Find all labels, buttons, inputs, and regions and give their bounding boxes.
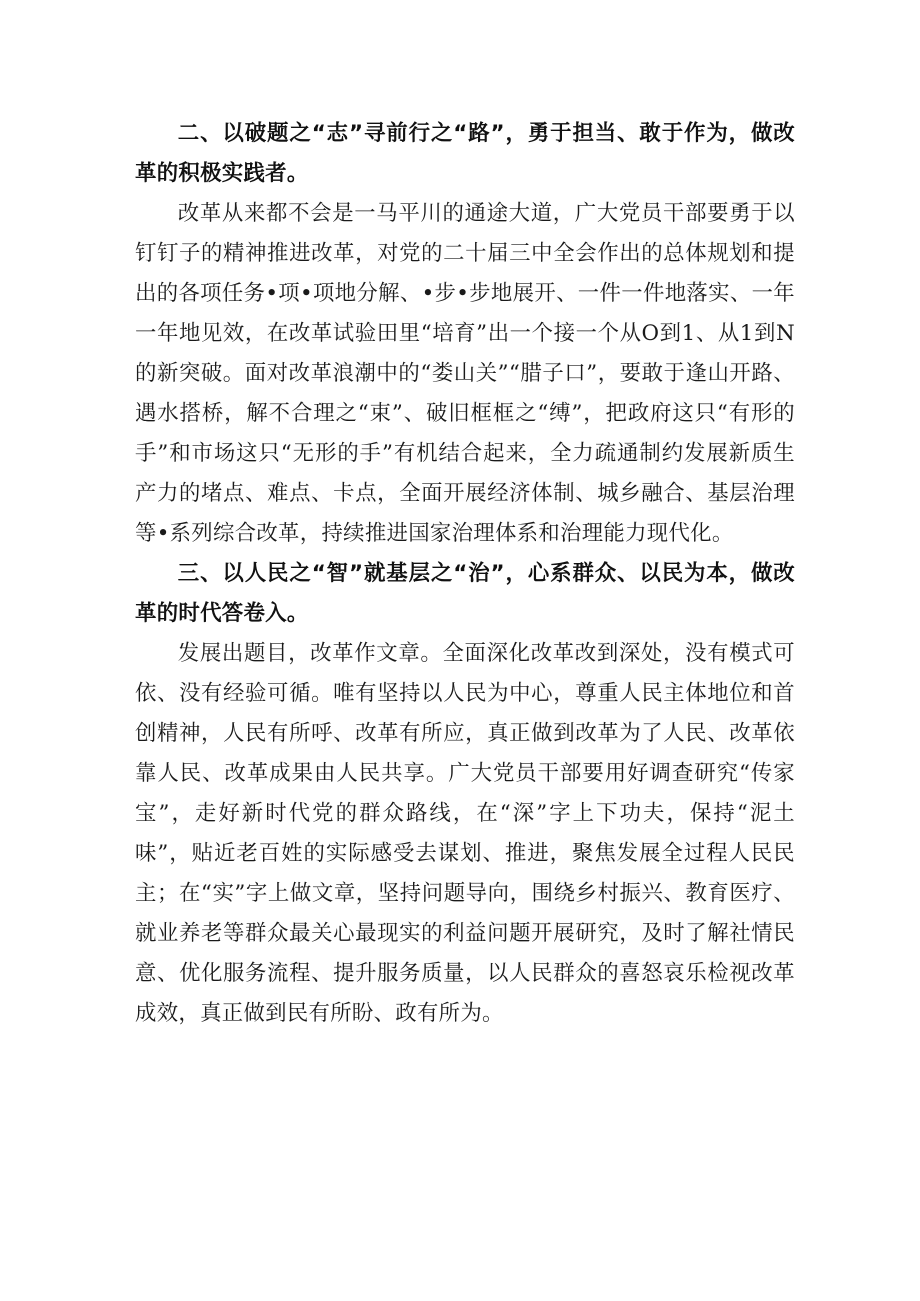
section-2-paragraph: 改革从来都不会是一马平川的通途大道，广大党员干部要勇于以钉钉子的精神推进改革，对党的二十届三中全会作出的总体规划和提出的各项任务•项•项地分解、•步•步地展开、一件一件地落实、一年一年地见效，在改革试验田里“培育”出一个接一个从O到1、从1到N的新突破。面对改革浪潮中的“娄山关”“腊子口”，要敢于逢山开路、遇水搭桥，解不合理之“束”、破旧框框之“缚”，把政府这只“有形的手”和市场这只“无形的手”有机结合起来，全力疏通制约发展新质生产力的堵点、难点、卡点，全面开展经济体制、城乡融合、基层治理等•系列综合改革，持续推进国家治理体系和治理能力现代化。 [135, 201, 795, 546]
section-3-heading: 三、以人民之“智”就基层之“治”，心系群众、以民为本，做改革的时代答卷入。 [135, 561, 795, 626]
document-body [135, 114, 795, 1034]
section-2-heading: 二、以破题之“志”寻前行之“路”，勇于担当、敢于作为，做改革的积极实践者。 [135, 121, 795, 186]
section-3-paragraph: 发展出题目，改革作文章。全面深化改革改到深处，没有模式可依、没有经验可循。唯有坚持以人民为中心，尊重人民主体地位和首创精神，人民有所呼、改革有所应，真正做到改革为了人民、改革依靠人民、改革成果由人民共享。广大党员干部要用好调查研究“传家宝”，走好新时代党的群众路线，在“深”字上下功夫，保持“泥土味”，贴近老百姓的实际感受去谋划、推进，聚焦发展全过程人民民主；在“实”字上做文章，坚持问题导向，围绕乡村振兴、教育医疗、就业养老等群众最关心最现实的利益问题开展研究，及时了解社情民意、优化服务流程、提升服务质量，以人民群众的喜怒哀乐检视改革成效，真正做到民有所盼、政有所为。 [135, 641, 795, 1026]
